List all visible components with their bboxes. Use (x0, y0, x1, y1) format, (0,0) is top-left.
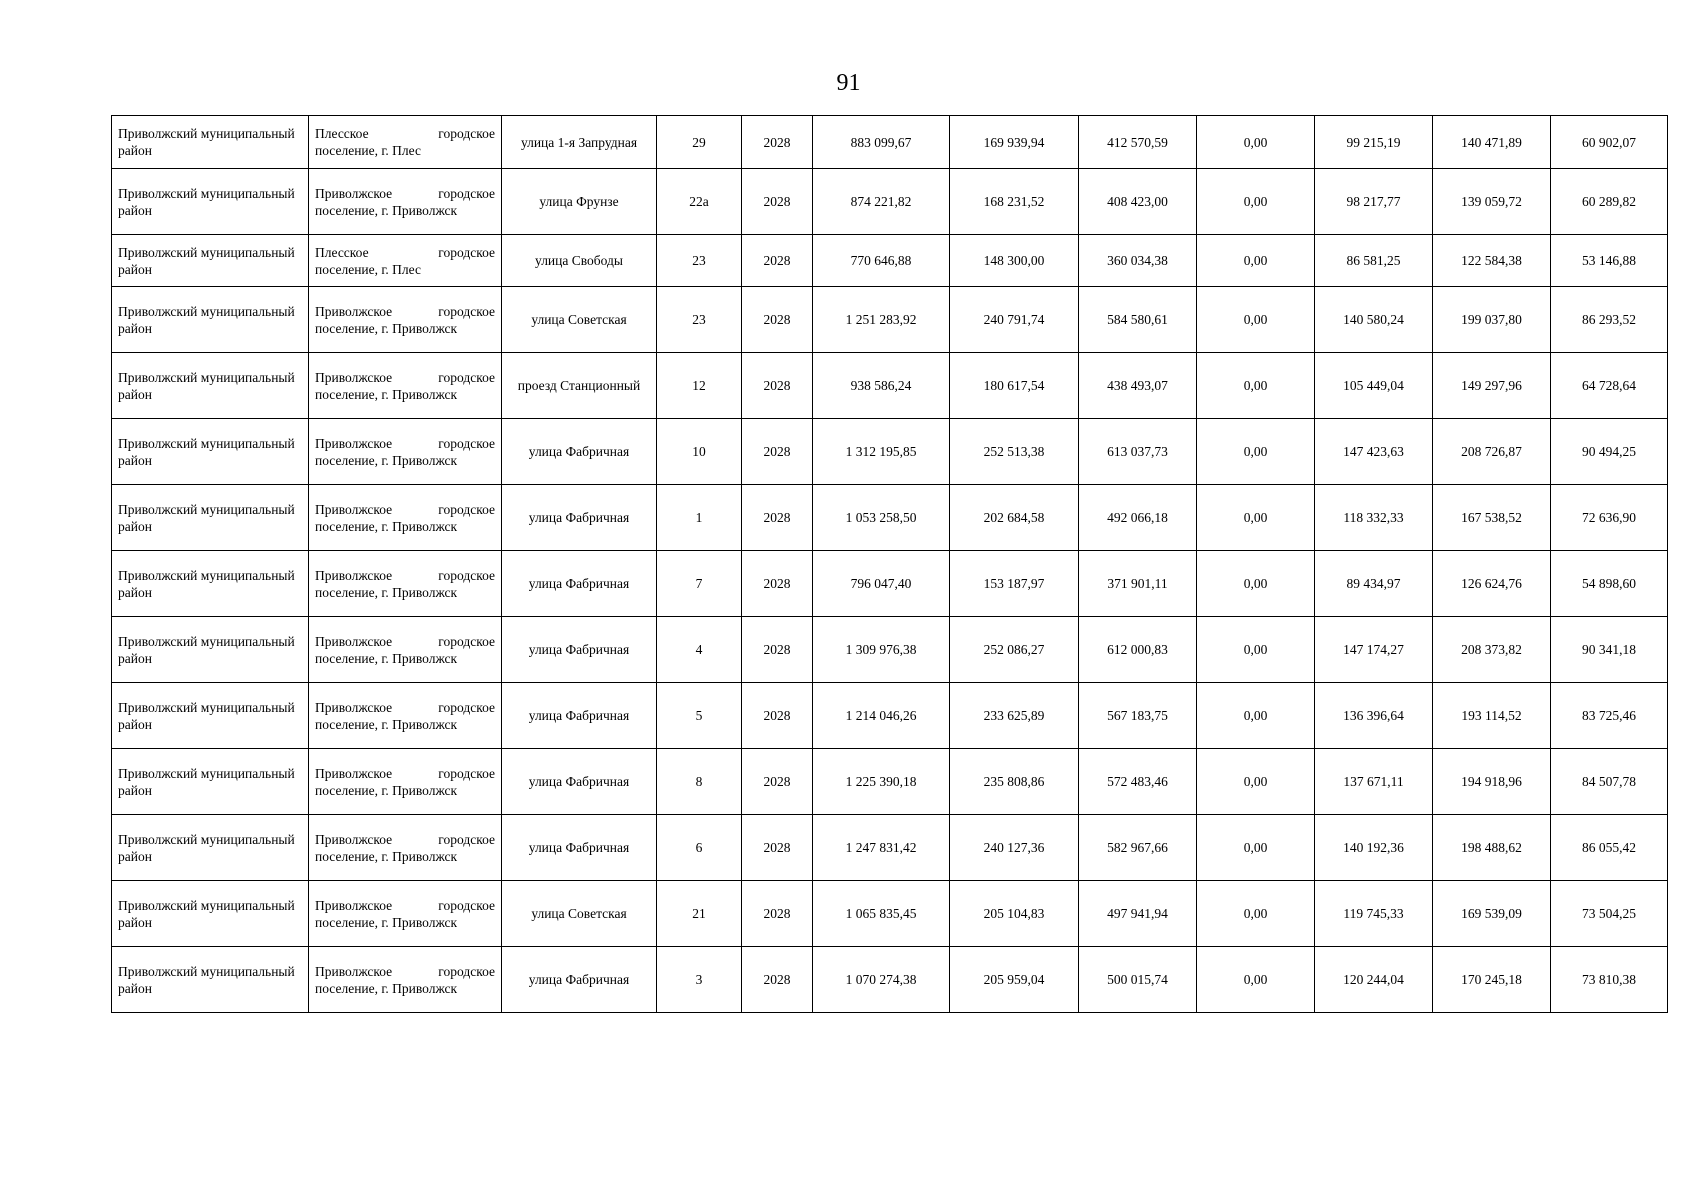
street-cell: улица Фабричная (502, 419, 657, 485)
cost-cell-3: 371 901,11 (1079, 551, 1197, 617)
cost-cell-6: 193 114,52 (1433, 683, 1551, 749)
cost-cell-4: 0,00 (1197, 485, 1315, 551)
district-cell: Приволжский муниципальный район (112, 617, 309, 683)
table-row (112, 683, 1668, 749)
house-number-cell: 5 (657, 683, 742, 749)
cost-cell-4: 0,00 (1197, 287, 1315, 353)
cost-cell-5: 99 215,19 (1315, 116, 1433, 169)
cost-cell-3: 613 037,73 (1079, 419, 1197, 485)
cost-cell-6: 149 297,96 (1433, 353, 1551, 419)
table-row (112, 617, 1668, 683)
cost-cell-7: 86 293,52 (1551, 287, 1668, 353)
cost-cell-3: 492 066,18 (1079, 485, 1197, 551)
cost-cell-6: 122 584,38 (1433, 235, 1551, 287)
district-cell: Приволжский муниципальный район (112, 683, 309, 749)
cost-cell-3: 497 941,94 (1079, 881, 1197, 947)
settlement-cell (309, 815, 502, 881)
district-cell: Приволжский муниципальный район (112, 485, 309, 551)
cost-cell-7: 83 725,46 (1551, 683, 1668, 749)
cost-cell-2: 153 187,97 (950, 551, 1079, 617)
settlement-line-2: поселение, г. Плес (315, 143, 421, 158)
district-cell: Приволжский муниципальный район (112, 169, 309, 235)
cost-cell-7: 90 341,18 (1551, 617, 1668, 683)
settlement-line-1: Приволжское городское (315, 963, 495, 979)
cost-cell-2: 240 791,74 (950, 287, 1079, 353)
year-cell: 2028 (742, 881, 813, 947)
cost-cell-3: 412 570,59 (1079, 116, 1197, 169)
total-cost-cell: 770 646,88 (813, 235, 950, 287)
table-row (112, 353, 1668, 419)
district-cell: Приволжский муниципальный район (112, 881, 309, 947)
table-row (112, 881, 1668, 947)
table-row (112, 815, 1668, 881)
house-number-cell: 8 (657, 749, 742, 815)
cost-cell-7: 60 902,07 (1551, 116, 1668, 169)
street-cell: улица Фабричная (502, 617, 657, 683)
year-cell: 2028 (742, 617, 813, 683)
year-cell: 2028 (742, 116, 813, 169)
settlement-line-1: Приволжское городское (315, 501, 495, 517)
cost-cell-5: 105 449,04 (1315, 353, 1433, 419)
settlement-cell (309, 116, 502, 169)
cost-cell-3: 438 493,07 (1079, 353, 1197, 419)
cost-cell-4: 0,00 (1197, 683, 1315, 749)
settlement-cell (309, 169, 502, 235)
total-cost-cell: 1 312 195,85 (813, 419, 950, 485)
settlement-line-2: поселение, г. Приволжск (315, 584, 458, 600)
settlement-cell (309, 683, 502, 749)
district-cell: Приволжский муниципальный район (112, 749, 309, 815)
cost-cell-2: 240 127,36 (950, 815, 1079, 881)
year-cell: 2028 (742, 551, 813, 617)
table-row (112, 116, 1668, 169)
street-cell: улица Фрунзе (502, 169, 657, 235)
settlement-cell (309, 485, 502, 551)
cost-cell-6: 208 726,87 (1433, 419, 1551, 485)
cost-cell-5: 136 396,64 (1315, 683, 1433, 749)
district-cell: Приволжский муниципальный район (112, 551, 309, 617)
house-number-cell: 21 (657, 881, 742, 947)
settlement-line-2: поселение, г. Приволжск (315, 980, 458, 996)
cost-cell-4: 0,00 (1197, 947, 1315, 1013)
settlement-line-1: Приволжское городское (315, 435, 495, 451)
district-cell: Приволжский муниципальный район (112, 235, 309, 287)
cost-cell-4: 0,00 (1197, 881, 1315, 947)
street-cell: улица Фабричная (502, 551, 657, 617)
cost-cell-3: 582 967,66 (1079, 815, 1197, 881)
cost-cell-2: 169 939,94 (950, 116, 1079, 169)
table-row (112, 235, 1668, 287)
settlement-line-2: поселение, г. Приволжск (315, 848, 458, 864)
district-cell: Приволжский муниципальный район (112, 287, 309, 353)
cost-cell-4: 0,00 (1197, 116, 1315, 169)
settlement-line-1: Плесское городское (315, 126, 495, 141)
cost-cell-2: 233 625,89 (950, 683, 1079, 749)
cost-cell-2: 235 808,86 (950, 749, 1079, 815)
district-cell: Приволжский муниципальный район (112, 815, 309, 881)
settlement-cell (309, 287, 502, 353)
house-number-cell: 10 (657, 419, 742, 485)
table-row (112, 749, 1668, 815)
settlement-cell (309, 353, 502, 419)
settlement-line-2: поселение, г. Приволжск (315, 914, 458, 930)
cost-cell-3: 572 483,46 (1079, 749, 1197, 815)
cost-cell-5: 140 192,36 (1315, 815, 1433, 881)
year-cell: 2028 (742, 947, 813, 1013)
total-cost-cell: 1 053 258,50 (813, 485, 950, 551)
settlement-line-1: Приволжское городское (315, 699, 495, 715)
total-cost-cell: 796 047,40 (813, 551, 950, 617)
street-cell: проезд Станционный (502, 353, 657, 419)
table-row (112, 485, 1668, 551)
cost-cell-2: 252 513,38 (950, 419, 1079, 485)
district-cell: Приволжский муниципальный район (112, 947, 309, 1013)
cost-cell-5: 140 580,24 (1315, 287, 1433, 353)
cost-cell-5: 89 434,97 (1315, 551, 1433, 617)
settlement-cell (309, 235, 502, 287)
cost-cell-4: 0,00 (1197, 419, 1315, 485)
house-number-cell: 3 (657, 947, 742, 1013)
total-cost-cell: 938 586,24 (813, 353, 950, 419)
table-row (112, 169, 1668, 235)
settlement-line-1: Плесское городское (315, 244, 495, 260)
cost-cell-3: 567 183,75 (1079, 683, 1197, 749)
cost-cell-7: 53 146,88 (1551, 235, 1668, 287)
district-cell: Приволжский муниципальный район (112, 419, 309, 485)
house-number-cell: 22а (657, 169, 742, 235)
cost-cell-7: 54 898,60 (1551, 551, 1668, 617)
cost-cell-4: 0,00 (1197, 749, 1315, 815)
cost-cell-5: 120 244,04 (1315, 947, 1433, 1013)
housing-repair-table (111, 115, 1668, 1013)
cost-cell-5: 98 217,77 (1315, 169, 1433, 235)
house-number-cell: 23 (657, 287, 742, 353)
cost-cell-6: 140 471,89 (1433, 116, 1551, 169)
table-row (112, 287, 1668, 353)
table-row (112, 947, 1668, 1013)
table-row (112, 419, 1668, 485)
settlement-line-2: поселение, г. Приволжск (315, 202, 458, 218)
cost-cell-5: 137 671,11 (1315, 749, 1433, 815)
house-number-cell: 6 (657, 815, 742, 881)
cost-cell-7: 60 289,82 (1551, 169, 1668, 235)
settlement-cell (309, 617, 502, 683)
cost-cell-4: 0,00 (1197, 169, 1315, 235)
cost-cell-4: 0,00 (1197, 617, 1315, 683)
settlement-line-1: Приволжское городское (315, 765, 495, 781)
cost-cell-5: 147 174,27 (1315, 617, 1433, 683)
settlement-cell (309, 419, 502, 485)
cost-cell-5: 119 745,33 (1315, 881, 1433, 947)
total-cost-cell: 1 247 831,42 (813, 815, 950, 881)
cost-cell-2: 252 086,27 (950, 617, 1079, 683)
cost-cell-3: 408 423,00 (1079, 169, 1197, 235)
settlement-line-1: Приволжское городское (315, 185, 495, 201)
year-cell: 2028 (742, 287, 813, 353)
cost-cell-7: 73 504,25 (1551, 881, 1668, 947)
settlement-line-1: Приволжское городское (315, 303, 495, 319)
cost-cell-6: 194 918,96 (1433, 749, 1551, 815)
cost-cell-5: 86 581,25 (1315, 235, 1433, 287)
year-cell: 2028 (742, 235, 813, 287)
year-cell: 2028 (742, 419, 813, 485)
cost-cell-4: 0,00 (1197, 235, 1315, 287)
house-number-cell: 7 (657, 551, 742, 617)
street-cell: улица Фабричная (502, 683, 657, 749)
settlement-line-2: поселение, г. Приволжск (315, 716, 458, 732)
district-cell: Приволжский муниципальный район (112, 116, 309, 169)
cost-cell-2: 205 104,83 (950, 881, 1079, 947)
total-cost-cell: 874 221,82 (813, 169, 950, 235)
cost-cell-5: 118 332,33 (1315, 485, 1433, 551)
year-cell: 2028 (742, 353, 813, 419)
cost-cell-3: 584 580,61 (1079, 287, 1197, 353)
street-cell: улица Свободы (502, 235, 657, 287)
cost-cell-6: 198 488,62 (1433, 815, 1551, 881)
cost-cell-6: 170 245,18 (1433, 947, 1551, 1013)
table-row (112, 551, 1668, 617)
cost-cell-6: 208 373,82 (1433, 617, 1551, 683)
cost-cell-6: 126 624,76 (1433, 551, 1551, 617)
settlement-line-2: поселение, г. Приволжск (315, 650, 458, 666)
cost-cell-7: 73 810,38 (1551, 947, 1668, 1013)
settlement-line-2: поселение, г. Приволжск (315, 320, 458, 336)
cost-cell-5: 147 423,63 (1315, 419, 1433, 485)
cost-cell-2: 202 684,58 (950, 485, 1079, 551)
total-cost-cell: 1 070 274,38 (813, 947, 950, 1013)
district-cell: Приволжский муниципальный район (112, 353, 309, 419)
cost-cell-3: 500 015,74 (1079, 947, 1197, 1013)
cost-cell-6: 167 538,52 (1433, 485, 1551, 551)
settlement-line-1: Приволжское городское (315, 633, 495, 649)
cost-cell-7: 90 494,25 (1551, 419, 1668, 485)
total-cost-cell: 1 065 835,45 (813, 881, 950, 947)
settlement-line-2: поселение, г. Плес (315, 261, 421, 277)
year-cell: 2028 (742, 169, 813, 235)
settlement-line-2: поселение, г. Приволжск (315, 452, 458, 468)
house-number-cell: 4 (657, 617, 742, 683)
page-number: 91 (836, 70, 861, 96)
house-number-cell: 29 (657, 116, 742, 169)
settlement-line-2: поселение, г. Приволжск (315, 386, 458, 402)
cost-cell-6: 199 037,80 (1433, 287, 1551, 353)
total-cost-cell: 1 225 390,18 (813, 749, 950, 815)
cost-cell-6: 169 539,09 (1433, 881, 1551, 947)
street-cell: улица Фабричная (502, 815, 657, 881)
settlement-line-1: Приволжское городское (315, 897, 495, 913)
street-cell: улица Фабричная (502, 485, 657, 551)
cost-cell-6: 139 059,72 (1433, 169, 1551, 235)
table-body (112, 116, 1668, 1013)
settlement-cell (309, 551, 502, 617)
settlement-line-1: Приволжское городское (315, 831, 495, 847)
cost-cell-2: 148 300,00 (950, 235, 1079, 287)
total-cost-cell: 883 099,67 (813, 116, 950, 169)
cost-cell-7: 86 055,42 (1551, 815, 1668, 881)
year-cell: 2028 (742, 815, 813, 881)
year-cell: 2028 (742, 683, 813, 749)
cost-cell-3: 360 034,38 (1079, 235, 1197, 287)
cost-cell-2: 168 231,52 (950, 169, 1079, 235)
street-cell: улица Фабричная (502, 947, 657, 1013)
cost-cell-4: 0,00 (1197, 551, 1315, 617)
total-cost-cell: 1 251 283,92 (813, 287, 950, 353)
total-cost-cell: 1 309 976,38 (813, 617, 950, 683)
settlement-line-1: Приволжское городское (315, 369, 495, 385)
house-number-cell: 1 (657, 485, 742, 551)
year-cell: 2028 (742, 749, 813, 815)
house-number-cell: 23 (657, 235, 742, 287)
cost-cell-2: 180 617,54 (950, 353, 1079, 419)
settlement-cell (309, 947, 502, 1013)
house-number-cell: 12 (657, 353, 742, 419)
total-cost-cell: 1 214 046,26 (813, 683, 950, 749)
street-cell: улица Советская (502, 287, 657, 353)
cost-cell-4: 0,00 (1197, 815, 1315, 881)
cost-cell-7: 64 728,64 (1551, 353, 1668, 419)
settlement-cell (309, 881, 502, 947)
cost-cell-2: 205 959,04 (950, 947, 1079, 1013)
cost-cell-7: 84 507,78 (1551, 749, 1668, 815)
cost-cell-3: 612 000,83 (1079, 617, 1197, 683)
street-cell: улица 1-я Запрудная (502, 116, 657, 169)
street-cell: улица Фабричная (502, 749, 657, 815)
cost-cell-7: 72 636,90 (1551, 485, 1668, 551)
settlement-cell (309, 749, 502, 815)
settlement-line-2: поселение, г. Приволжск (315, 782, 458, 798)
year-cell: 2028 (742, 485, 813, 551)
cost-cell-4: 0,00 (1197, 353, 1315, 419)
street-cell: улица Советская (502, 881, 657, 947)
settlement-line-2: поселение, г. Приволжск (315, 518, 458, 534)
settlement-line-1: Приволжское городское (315, 567, 495, 583)
